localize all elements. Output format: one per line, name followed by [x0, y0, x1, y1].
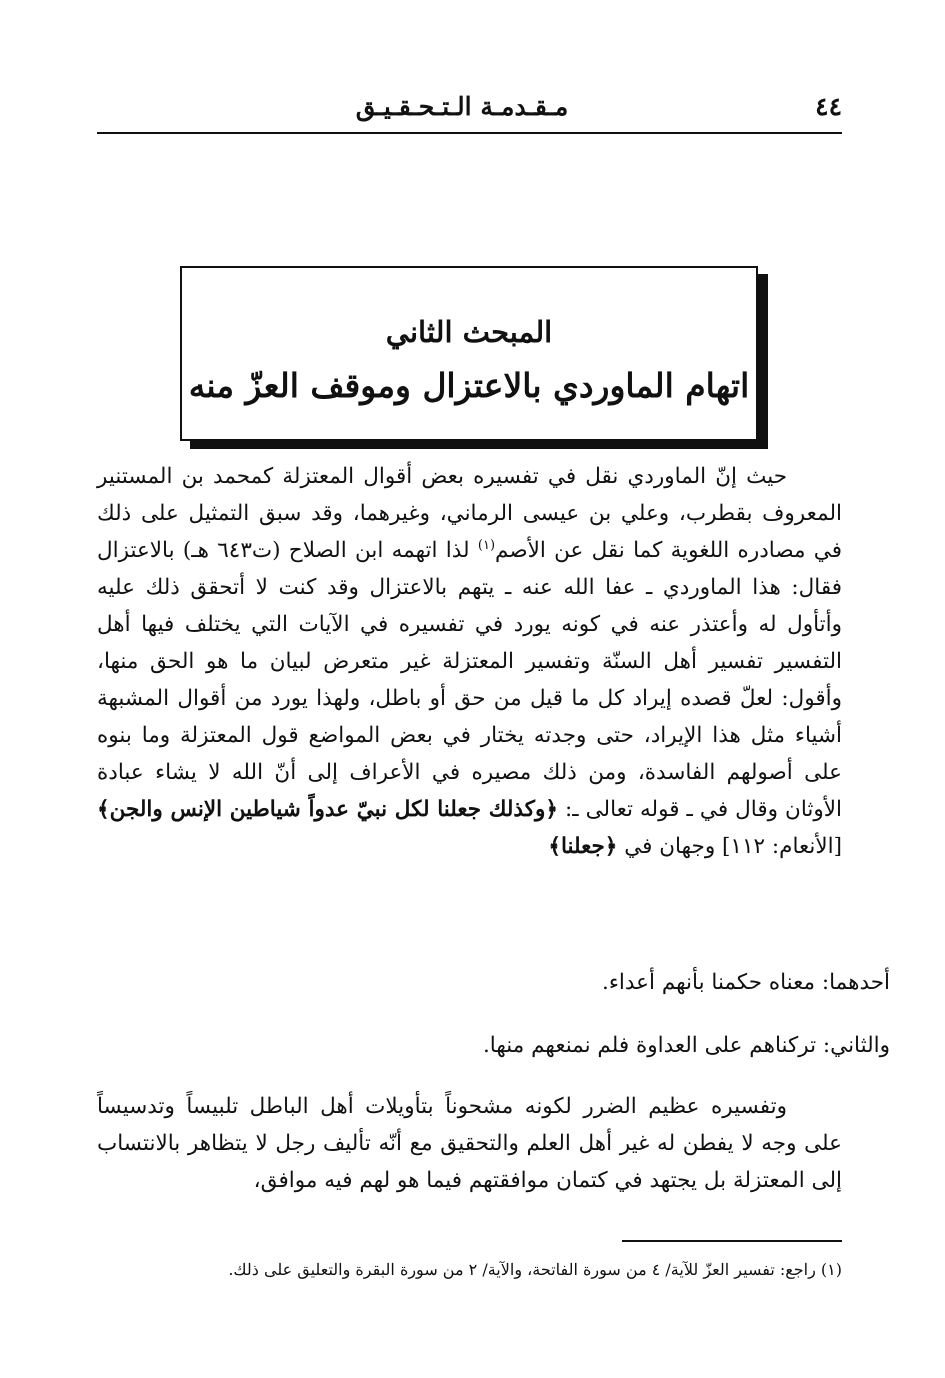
footnote-reference[interactable]: (١) — [477, 537, 496, 553]
interpretation-second: والثاني: تركناهم على العداوة فلم نمنعهم منها. — [482, 1033, 890, 1058]
section-number: المبحث الثاني — [385, 315, 553, 349]
section-heading-box — [180, 266, 758, 441]
paragraph-text-3: [الأنعام: ١١٢] وجهان في — [617, 834, 842, 859]
footnote: (١) راجع: تفسير العزّ للآية/ ٤ من سورة الفاتحة، والآية/ ٢ من سورة البقرة والتعليق على ذلك. — [228, 1260, 842, 1279]
main-paragraph — [97, 458, 842, 865]
header-title: مـقـدمـة الـتـحـقـيـق — [355, 92, 569, 121]
paragraph-text-2: لذا اتهمه ابن الصلاح (ت٦٤٣ هـ) بالاعتزال فقال: هذا الماوردي ـ عفا الله عنه ـ يتهم بالاعتزال وقد كنت لا أتحقق ذلك عليه وأتأول له وأعتذر عنه في كونه يورد في تفسيره في الآيات التي يختلف فيها أهل التفسير تفسير أهل السنّة وتفسير المعتزلة غير متعرض لبيان ما هو الحق منها، وأقول: لعلّ قصده إيراد كل ما قيل من حق أو باطل، ولهذا يورد من أقوال المشبهة أشياء مثل هذا الإيراد، حتى وجدته يختار في بعض المواضع قول المعتزلة وما بنوه على أصولهم الفاسدة، ومن ذلك مصيره في الأعراف إلى أنّ الله لا يشاء عبادة الأوثان وقال في ـ قوله تعالى ـ: — [97, 538, 842, 822]
running-header — [97, 84, 842, 134]
second-paragraph — [97, 1088, 842, 1199]
footnote-separator — [622, 1240, 842, 1242]
page-number: ٤٤ — [815, 92, 842, 121]
quran-verse: ﴿وكذلك جعلنا لكل نبيّ عدواً شياطين الإنس والجن﴾ — [97, 797, 558, 822]
paragraph-text-1: حيث إنّ الماوردي نقل في تفسيره بعض أقوال المعتزلة كمحمد بن المستنير المعروف بقطرب، وعلي بن عيسى الرماني، وغيرهما، وقد سبق التمثيل على ذلك في مصادره اللغوية كما نقل عن الأصم — [97, 464, 843, 563]
interpretation-first: أحدهما: معناه حكمنا بأنهم أعداء. — [601, 970, 890, 995]
quran-word: ﴿جعلنا﴾ — [548, 834, 618, 859]
second-paragraph-text: وتفسيره عظيم الضرر لكونه مشحوناً بتأويلات أهل الباطل تلبيساً وتدسيساً على وجه لا يفطن له غير أهل العلم والتحقيق مع أنّه تأليف رجل لا يتظاهر بالانتساب إلى المعتزلة بل يجتهد في كتمان موافقتهم فيما هو لهم فيه موافق، — [97, 1094, 842, 1193]
section-title: اتهام الماوردي بالاعتزال وموقف العزّ منه — [188, 366, 750, 405]
